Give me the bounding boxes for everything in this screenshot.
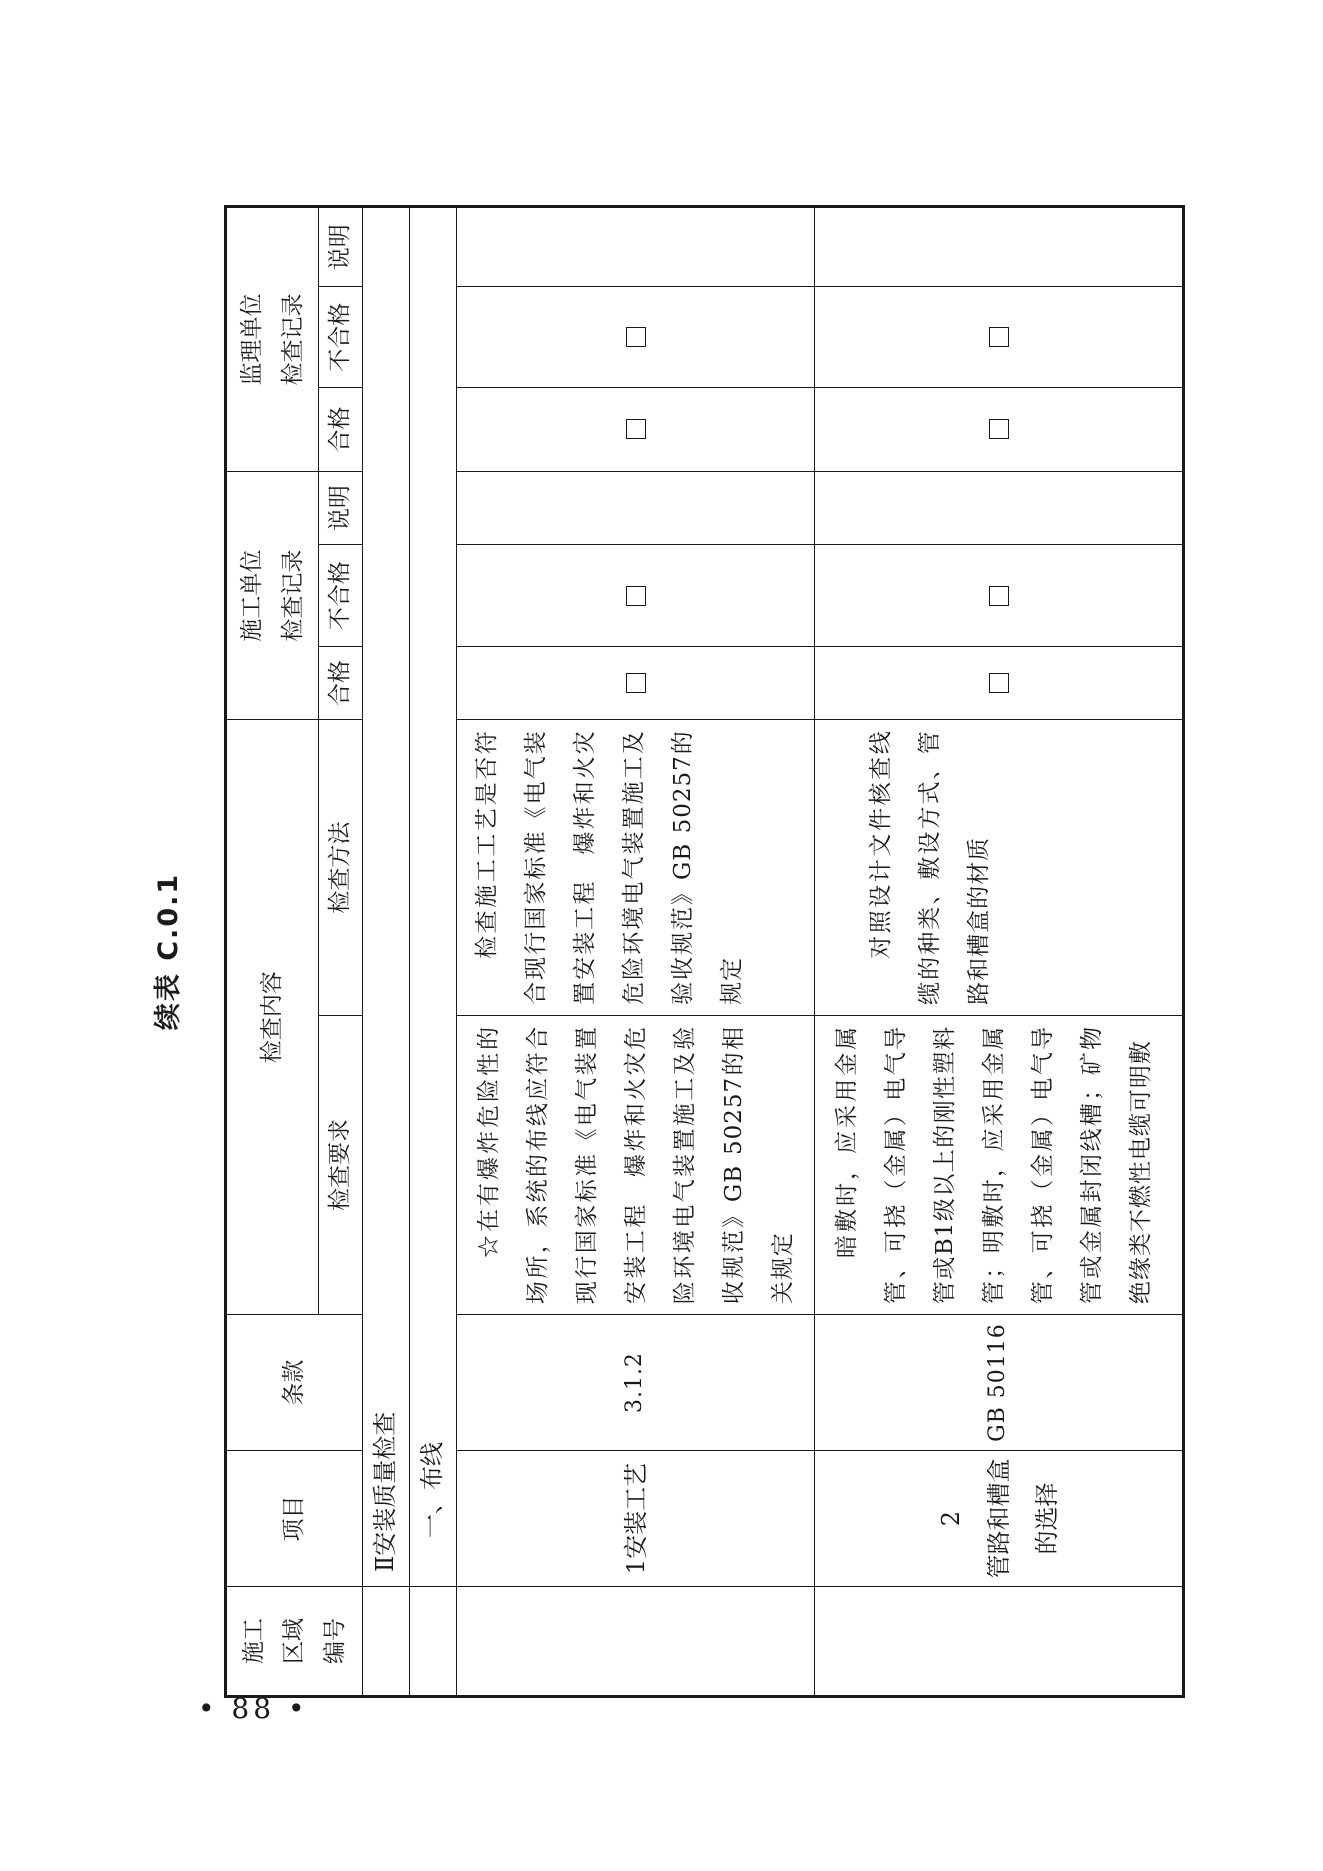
empty-area-cell <box>410 1587 457 1697</box>
item-cell: 1安装工艺 <box>457 1451 815 1587</box>
method-text: 检查施工工艺是否符合现行国家标准《电气装置安装工程 爆炸和火灾危险环境电气装置施工及验收规范》GB 50257的规定 <box>474 730 745 1005</box>
supervisor-record-line1: 监理单位 <box>239 293 266 386</box>
section-title: Ⅱ安装质量检查 <box>363 207 410 1587</box>
header-contractor-record <box>226 471 319 719</box>
item-cell <box>815 1451 1184 1587</box>
item-number: 2 <box>936 1510 965 1527</box>
header-contractor-note: 说明 <box>319 471 363 544</box>
page-number: • 88 • <box>198 1692 309 1725</box>
header-supervisor-record <box>226 207 319 472</box>
header-inspection-content: 检查内容 <box>226 720 319 1315</box>
contractor-record-line2: 检查记录 <box>279 549 306 642</box>
table-row <box>815 207 1184 1697</box>
rotated-page-content <box>153 205 1154 1698</box>
area-code-cell <box>815 1587 1184 1697</box>
checkbox-empty-icon[interactable] <box>989 419 1009 439</box>
supervisor-fail-cell[interactable] <box>457 287 815 388</box>
header-contractor-fail: 不合格 <box>319 545 363 647</box>
contractor-note-cell[interactable] <box>457 471 815 544</box>
header-requirement: 检查要求 <box>319 1015 363 1314</box>
header-clause: 条款 <box>226 1315 363 1451</box>
supervisor-note-cell[interactable] <box>815 207 1184 288</box>
checkbox-empty-icon[interactable] <box>626 419 646 439</box>
subsection-title: 一、布线 <box>410 207 457 1587</box>
checkbox-empty-icon[interactable] <box>626 327 646 347</box>
header-supervisor-fail: 不合格 <box>319 287 363 388</box>
method-cell <box>815 720 1184 1016</box>
contractor-pass-cell[interactable] <box>815 646 1184 719</box>
header-area-code: 施工区域编号 <box>226 1587 363 1697</box>
header-item: 项目 <box>226 1451 363 1587</box>
item-label: 管路和槽盒的选择 <box>984 1458 1061 1579</box>
supervisor-pass-cell[interactable] <box>457 388 815 472</box>
supervisor-record-line2: 检查记录 <box>279 293 306 386</box>
header-supervisor-note: 说明 <box>319 207 363 288</box>
requirement-text: ☆在有爆炸危险性的场所，系统的布线应符合现行国家标准《电气装置安装工程 爆炸和火灾危险环境电气装置施工及验收规范》GB 50257的相关规定 <box>476 1025 796 1305</box>
clause-cell: GB 50116 <box>815 1315 1184 1451</box>
method-text: 对照设计文件核查线缆的种类、敷设方式、管路和槽盒的材质 <box>868 730 992 1005</box>
checkbox-empty-icon[interactable] <box>989 327 1009 347</box>
contractor-fail-cell[interactable] <box>457 545 815 647</box>
area-code-cell <box>457 1587 815 1697</box>
header-method: 检查方法 <box>319 720 363 1016</box>
contractor-note-cell[interactable] <box>815 471 1184 544</box>
checkbox-empty-icon[interactable] <box>626 673 646 693</box>
checkbox-empty-icon[interactable] <box>989 586 1009 606</box>
requirement-text: 暗敷时，应采用金属管、可挠（金属）电气导管或B1级以上的刚性塑料管；明敷时，应采用金属管、可挠（金属）电气导管或金属封闭线槽；矿物绝缘类不燃性电缆可明敷 <box>834 1025 1154 1305</box>
inspection-table <box>224 205 1185 1698</box>
method-cell <box>457 720 815 1016</box>
supervisor-note-cell[interactable] <box>457 207 815 288</box>
contractor-record-line1: 施工单位 <box>239 549 266 642</box>
header-supervisor-pass: 合格 <box>319 388 363 472</box>
checkbox-empty-icon[interactable] <box>989 673 1009 693</box>
header-contractor-pass: 合格 <box>319 646 363 719</box>
table-caption: 续表 C.0.1 <box>153 872 184 1031</box>
supervisor-fail-cell[interactable] <box>815 287 1184 388</box>
table-row <box>457 207 815 1697</box>
clause-cell: 3.1.2 <box>457 1315 815 1451</box>
contractor-pass-cell[interactable] <box>457 646 815 719</box>
contractor-fail-cell[interactable] <box>815 545 1184 647</box>
checkbox-empty-icon[interactable] <box>626 586 646 606</box>
supervisor-pass-cell[interactable] <box>815 388 1184 472</box>
requirement-cell <box>457 1015 815 1314</box>
requirement-cell <box>815 1015 1184 1314</box>
empty-area-cell <box>363 1587 410 1697</box>
